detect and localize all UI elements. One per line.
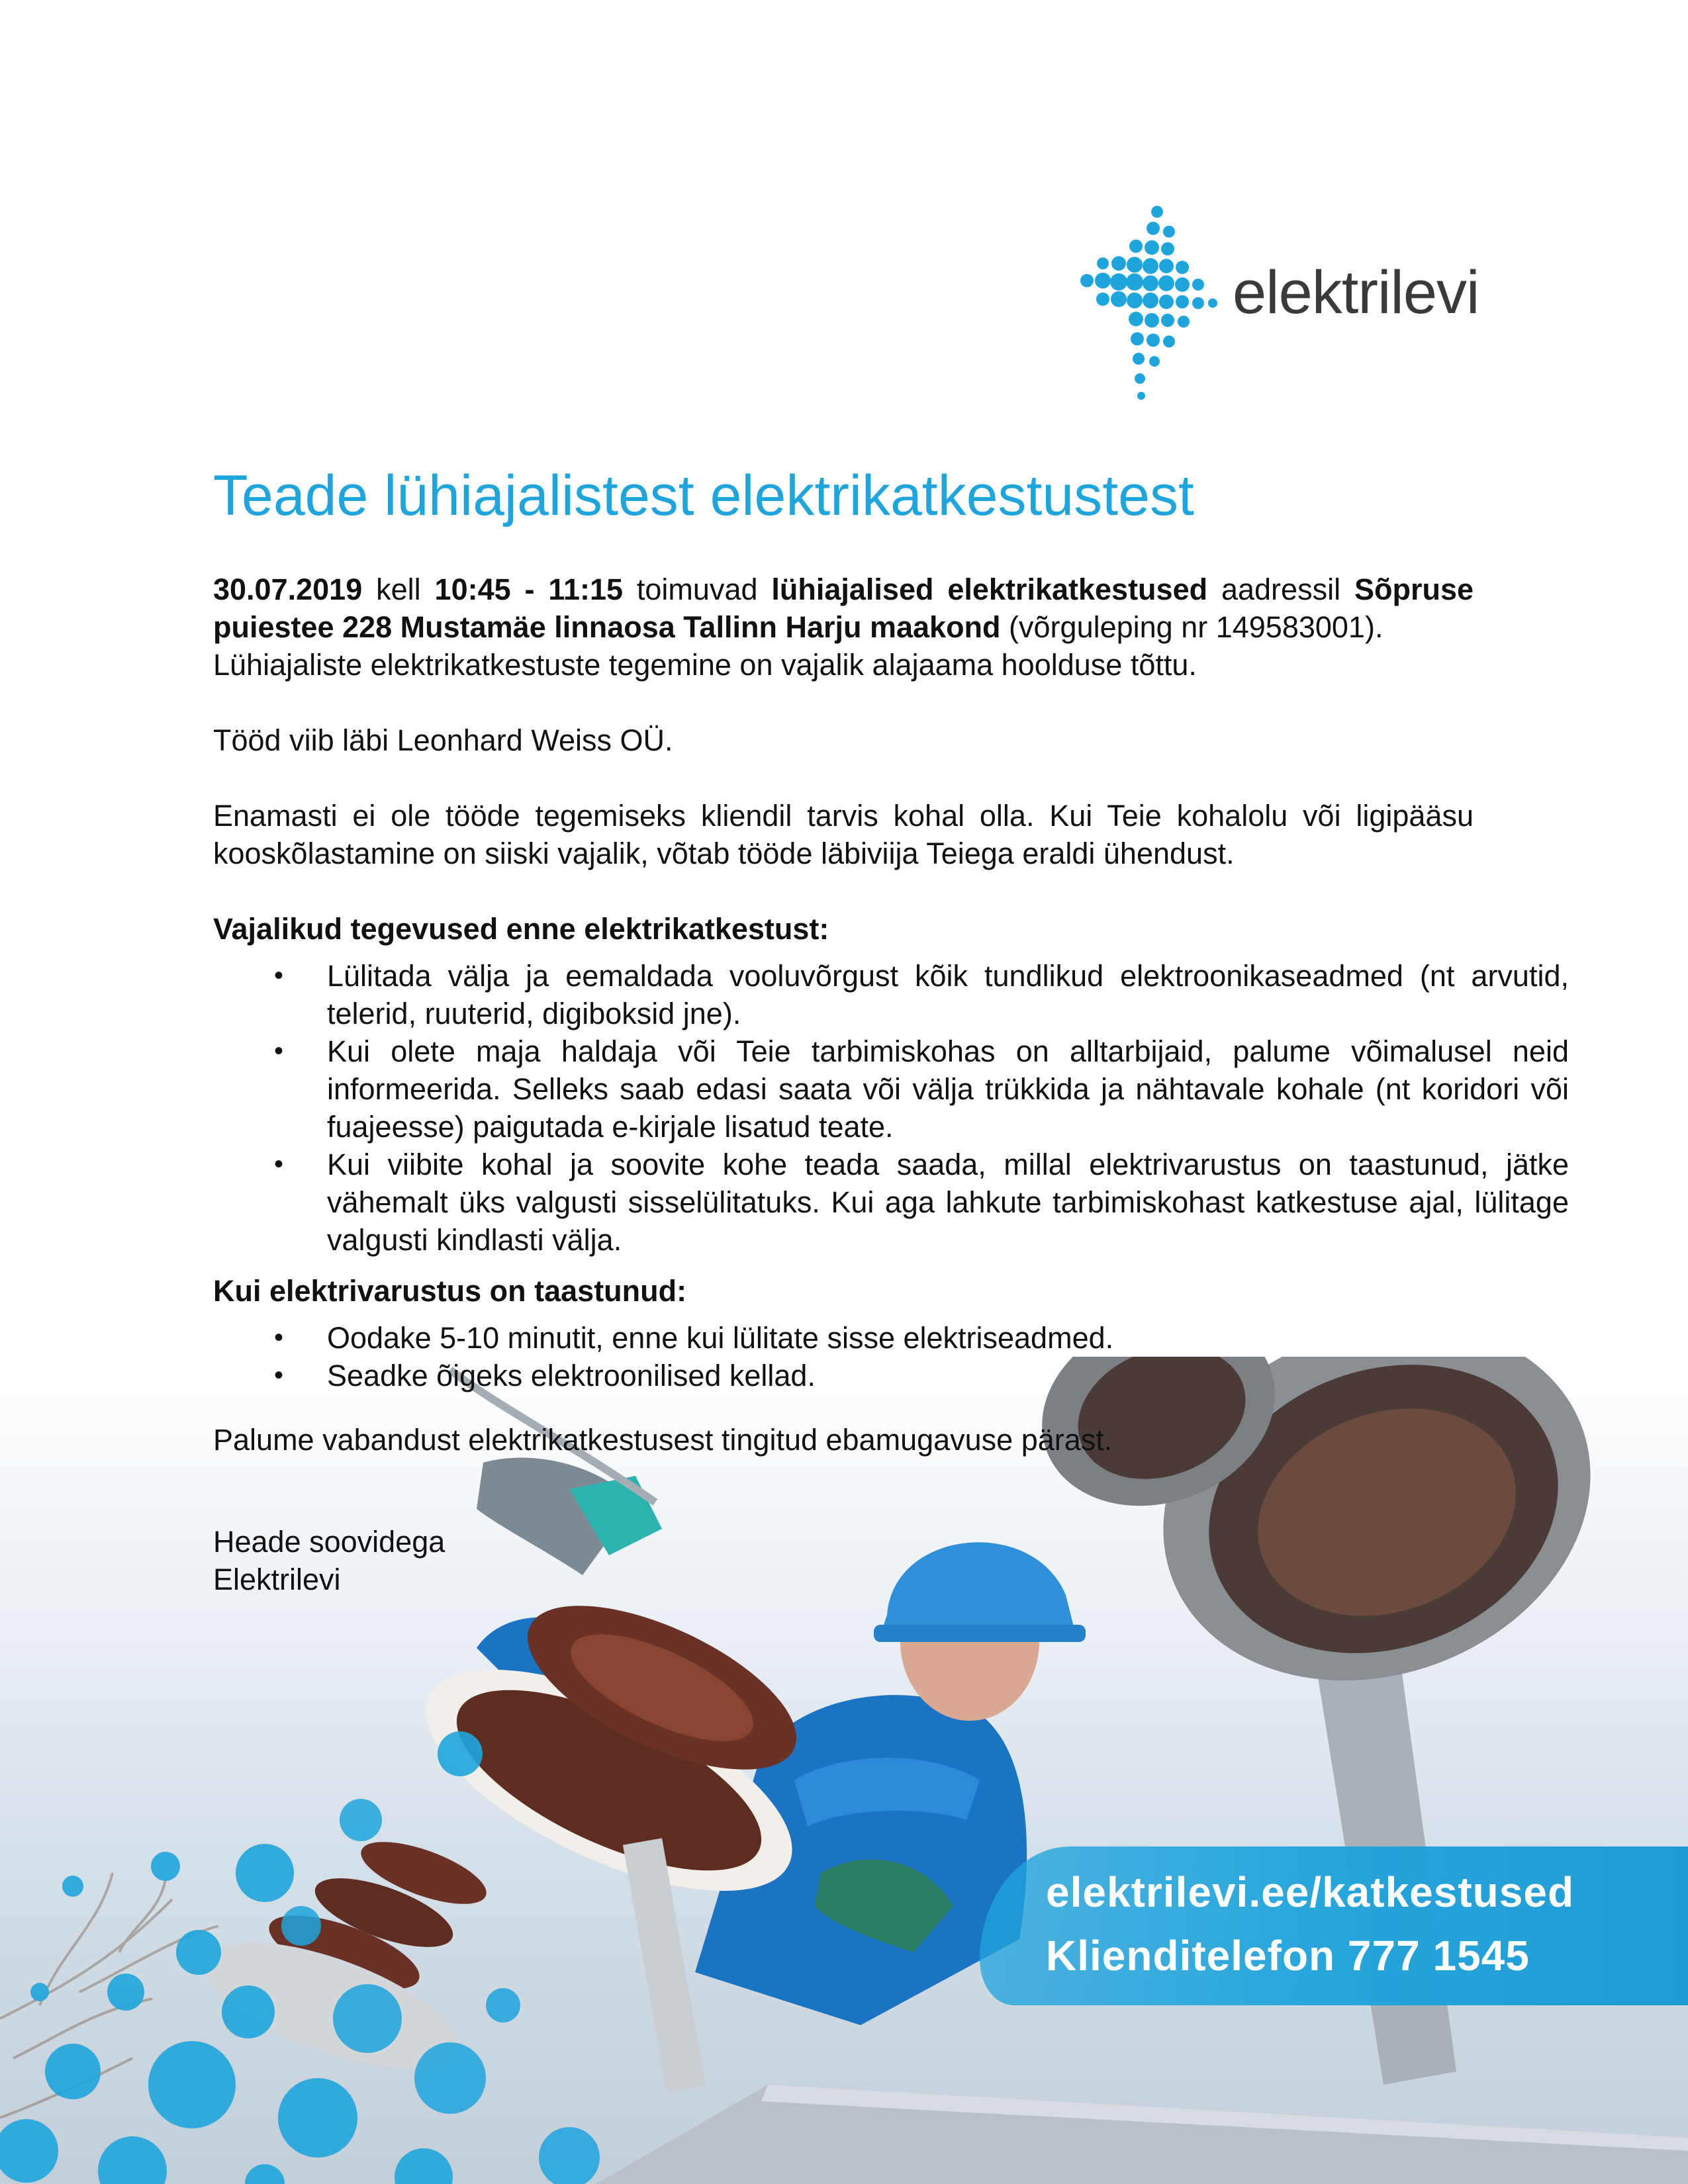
outage-address: Sõpruse puiestee 228 Mustamäe linnaosa Tallinn Harju maakond: [213, 572, 1474, 644]
intro-text-1: kell: [362, 572, 435, 606]
presence-paragraph: Enamasti ei ole tööde tegemiseks kliendil tarvis kohal olla. Kui Teie kohalolu või ligipääsu kooskõlastamine on siiski vajalik, võtab tööde läbiviija Teiega eraldi ühendust.: [213, 799, 1474, 870]
page-title: Teade lühiajalistest elektrikatkestustest: [213, 464, 1194, 527]
logo-wordmark: elektrilevi: [1233, 259, 1479, 326]
list-item: • Kui olete maja haldaja või Teie tarbimiskohas on alltarbijaid, palume võimalusel neid informeerida. Selleks saab edasi saata või välja trükkida ja nähtavale kohale (nt koridori või fuajeesse) paigutada e-kirjale lisatud teate.: [327, 1032, 1569, 1146]
contract-number: (võrguleping nr 149583001).: [1000, 610, 1383, 644]
elektrilevi-logo: [1072, 192, 1483, 410]
after-list: [213, 1319, 1569, 1394]
before-heading: Vajalikud tegevused enne elektrikatkestust:: [213, 912, 829, 946]
outage-time: 10:45 - 11:15: [434, 572, 624, 606]
signoff-company: Elektrilevi: [213, 1563, 341, 1596]
after-heading: Kui elektrivarustus on taastunud:: [213, 1274, 687, 1308]
outage-type: lühiajalised elektrikatkestused: [771, 572, 1208, 606]
list-item: • Seadke õigeks elektroonilised kellad.: [327, 1357, 1569, 1394]
reason-paragraph: Lühiajaliste elektrikatkestuste tegemine on vajalik alajaama hoolduse tõttu.: [213, 648, 1197, 682]
signoff-greeting: Heade soovidega: [213, 1525, 445, 1559]
dotted-lightning-icon: [1072, 192, 1231, 410]
outages-link[interactable]: elektrilevi.ee/katkestused: [1046, 1868, 1575, 1916]
apology-paragraph: Palume vabandust elektrikatkestusest tingitud ebamugavuse pärast.: [213, 1423, 1113, 1457]
intro-text-3: aadressil: [1207, 572, 1354, 606]
list-item: • Oodake 5-10 minutit, enne kui lülitate sisse elektriseadmed.: [327, 1319, 1569, 1357]
contractor-paragraph: Tööd viib läbi Leonhard Weiss OÜ.: [213, 723, 673, 757]
intro-text-2: toimuvad: [623, 572, 772, 606]
list-item: • Lülitada välja ja eemaldada vooluvõrgust kõik tundlikud elektroonikaseadmed (nt arvutid, telerid, ruuterid, digiboksid jne).: [327, 957, 1569, 1032]
before-list: [213, 957, 1569, 1259]
list-item: • Kui viibite kohal ja soovite kohe teada saada, millal elektrivarustus on taastunud, jätke vähemalt üks valgusti sisselülitatuks. Kui aga lahkute tarbimiskohast katkestuse ajal, lülitage valgusti kindlasti välja.: [327, 1146, 1569, 1259]
outage-date: 30.07.2019: [213, 572, 363, 606]
notice-body: [213, 570, 1569, 1598]
customer-phone[interactable]: Klienditelefon 777 1545: [1046, 1932, 1530, 1979]
intro-paragraph: [213, 570, 1474, 646]
